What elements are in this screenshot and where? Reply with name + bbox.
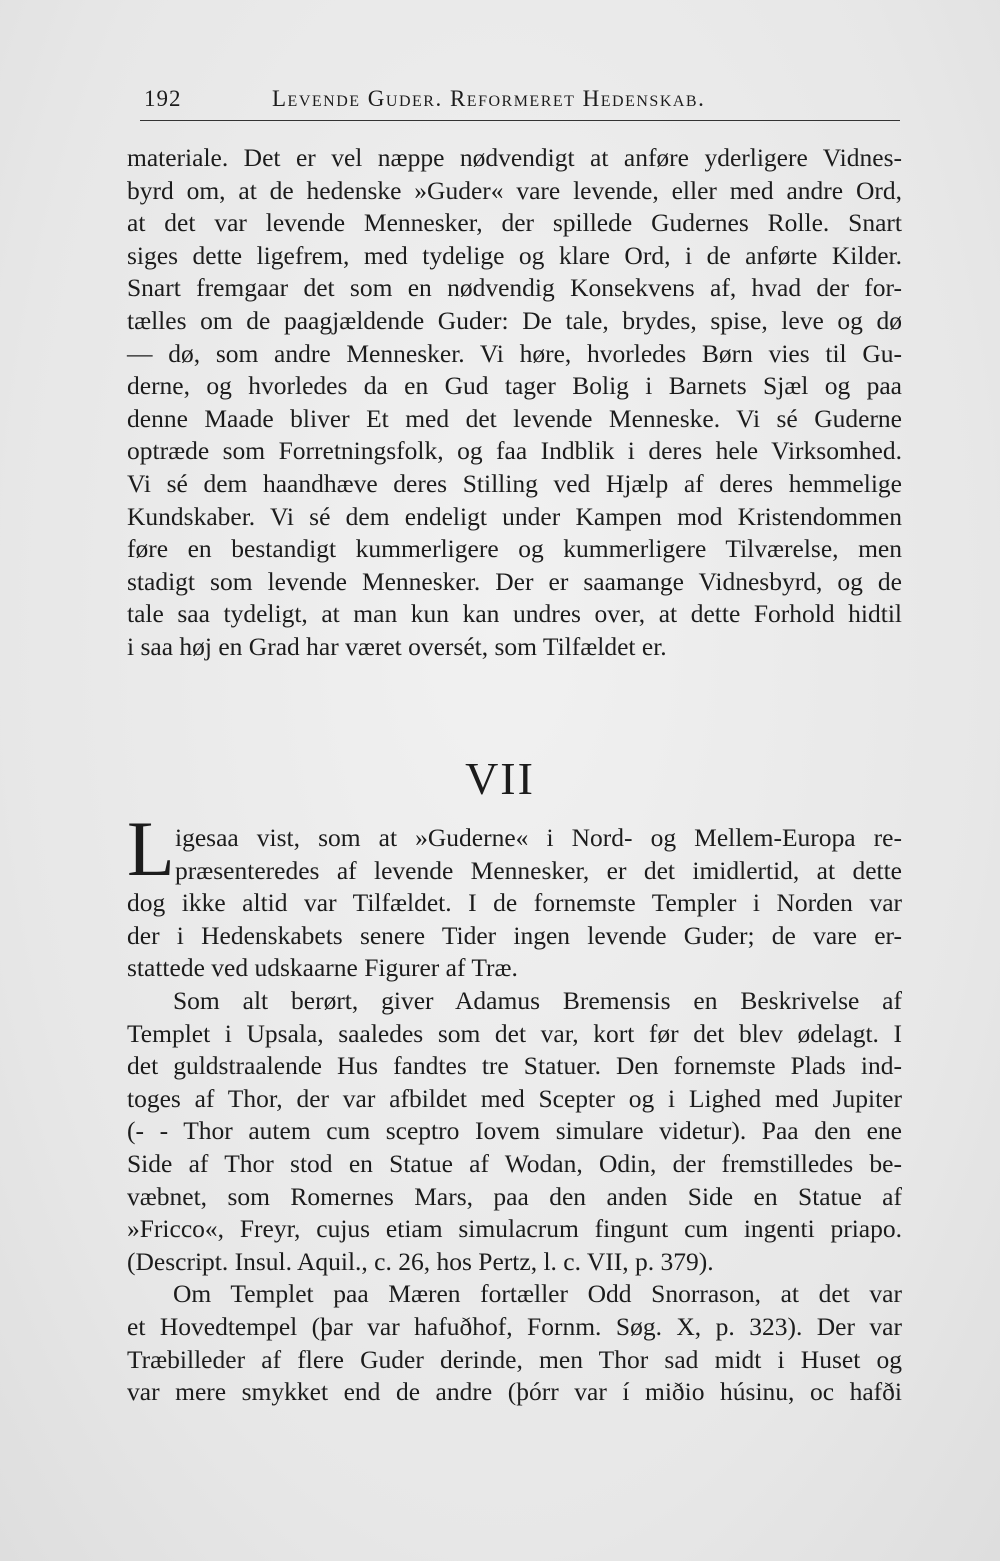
text-line: — dø, som andre Mennesker. Vi høre, hvorledes Børn vies til Gu- [127, 338, 902, 368]
paragraph-continuation [127, 142, 902, 664]
text-line: Kundskaber. Vi sé dem endeligt under Kampen mod Kristendommen [127, 501, 902, 531]
text-line: at det var levende Mennesker, der spillede Gudernes Rolle. Snart [127, 208, 902, 238]
text-line: Som alt berørt, giver Adamus Bremensis en Beskrivelse af [173, 985, 902, 1015]
text-line: byrd om, at de hedenske »Guder« vare levende, eller med andre Ord, [127, 175, 902, 205]
chapter-body [127, 822, 902, 1409]
text-line: Templet i Upsala, saaledes som det var, kort før det blev ødelagt. I [127, 1018, 902, 1048]
text-line: toges af Thor, der var afbildet med Scepter og i Lighed med Jupiter [127, 1083, 902, 1113]
text-line: Snart fremgaar det som en nødvendig Konsekvens af, hvad der for- [127, 273, 902, 303]
text-line: der i Hedenskabets senere Tider ingen levende Guder; de vare er- [127, 920, 902, 950]
text-line: et Hovedtempel (þar var hafuðhof, Fornm. Søg. X, p. 323). Der var [127, 1311, 902, 1341]
text-line: det guldstraalende Hus fandtes tre Statuer. Den fornemste Plads ind- [127, 1051, 902, 1081]
text-line: derne, og hvorledes da en Gud tager Bolig i Barnets Sjæl og paa [127, 371, 902, 401]
text-line: tale saa tydeligt, at man kun kan undres over, at dette Forhold hidtil [127, 599, 902, 629]
text-line: optræde som Forretningsfolk, og faa Indblik i deres hele Virksomhed. [127, 436, 902, 466]
text-line: føre en bestandigt kummerligere og kummerligere Tilværelse, men [127, 534, 902, 564]
text-line: præsenteredes af levende Mennesker, er det imidlertid, at dette [175, 855, 902, 885]
text-line: denne Maade bliver Et med det levende Menneske. Vi sé Guderne [127, 403, 902, 433]
text-line: væbnet, som Romernes Mars, paa den anden Side en Statue af [127, 1181, 902, 1211]
text-line: stattede ved udskaarne Figurer af Træ. [127, 953, 518, 983]
text-line: igesaa vist, som at »Guderne« i Nord- og Mellem-Europa re- [175, 823, 902, 852]
text-line: stadigt som levende Mennesker. Der er saamange Vidnesbyrd, og de [127, 566, 902, 596]
text-line: var mere smykket end de andre (þórr var í miðio húsinu, oc hafði [127, 1377, 902, 1407]
text-line: siges dette ligefrem, med tydelige og klare Ord, i de anførte Kilder. [127, 240, 902, 270]
running-title: Levende Guder. Reformeret Hedenskab. [272, 86, 706, 111]
page-number: 192 [144, 86, 182, 111]
text-line: Træbilleder af flere Guder derinde, men Thor sad midt i Huset og [127, 1344, 902, 1374]
text-line: »Fricco«, Freyr, cujus etiam simulacrum fingunt cum ingenti priapo. [127, 1214, 902, 1244]
text-line: Vi sé dem haandhæve deres Stilling ved Hjælp af deres hemmelige [127, 468, 902, 498]
text-line: dog ikke altid var Tilfældet. I de fornemste Templer i Norden var [127, 888, 902, 918]
text-line: i saa høj en Grad har været oversét, som Tilfældet er. [127, 631, 667, 661]
text-line: Side af Thor stod en Statue af Wodan, Odin, der fremstilledes be- [127, 1148, 902, 1178]
drop-cap: L [127, 805, 175, 892]
text-line: (Descript. Insul. Aquil., c. 26, hos Pertz, l. c. VII, p. 379). [127, 1246, 714, 1276]
page-header [140, 80, 900, 120]
text-line: materiale. Det er vel næppe nødvendigt at anføre yderligere Vidnes- [127, 143, 902, 172]
text-line: (- - Thor autem cum sceptro Iovem simulare videtur). Paa den ene [127, 1116, 902, 1146]
text-line: Om Templet paa Mæren fortæller Odd Snorrason, at det var [173, 1279, 902, 1309]
text-line: tælles om de paagjældende Guder: De tale, brydes, spise, leve og dø [127, 305, 902, 335]
chapter-heading: VII [465, 753, 535, 804]
header-rule [140, 120, 900, 121]
